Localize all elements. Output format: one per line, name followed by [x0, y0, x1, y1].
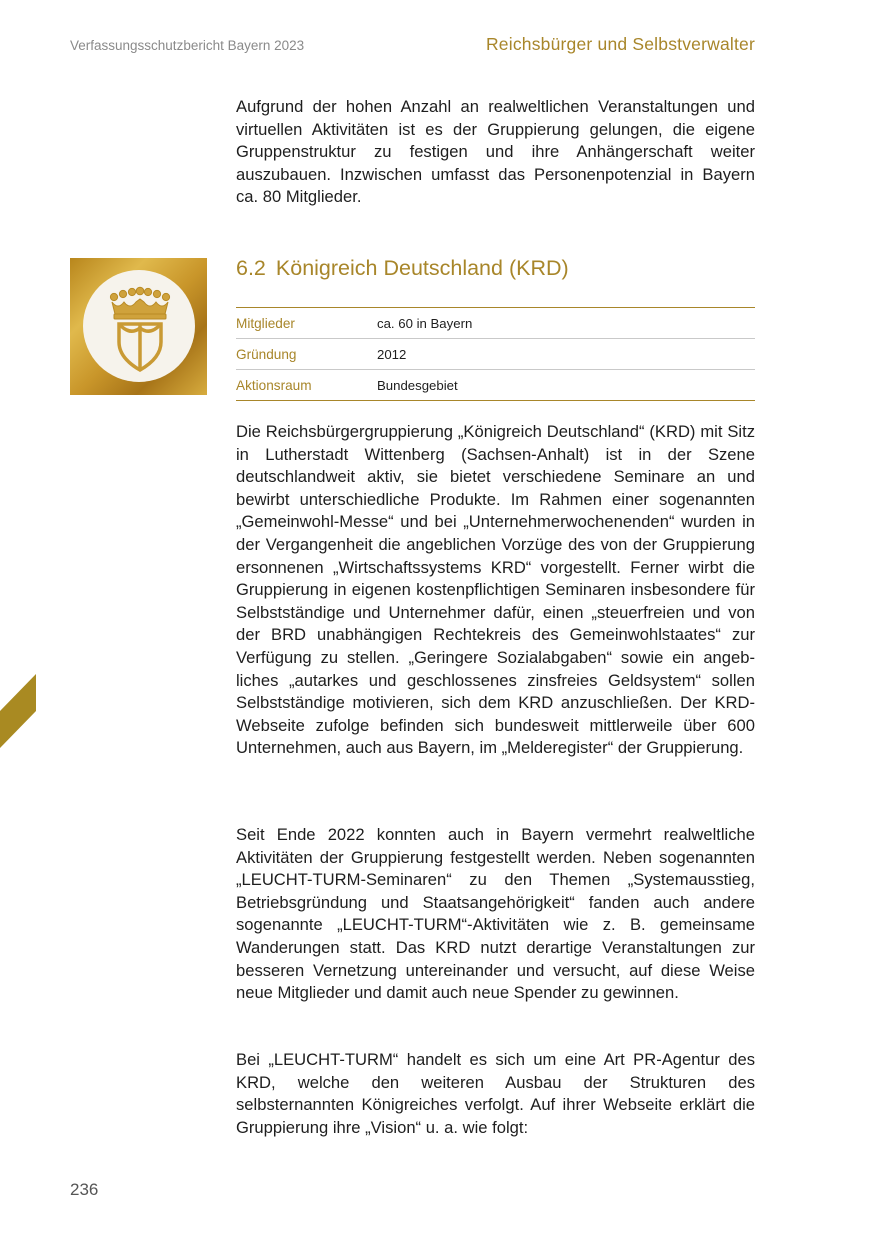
chapter-tab-marker: [0, 674, 36, 748]
fact-row-mitglieder: [236, 308, 755, 338]
body-paragraph: Seit Ende 2022 konnten auch in Bayern vermehrt realweltliche Aktivitäten der Gruppierung festgestellt werden. Neben sogenannten „LEUCHT-TURM-Seminaren“ zu den Themen „Systemausstieg, Betriebsgründung und Staatsangehörigkeit“ fanden auch andere sogenannte „LEUCHT-TURM“-Aktivitäten wie z. B. gemeinsame Wanderungen statt. Das KRD nutzt derartige Veranstaltungen zur besseren Vernetzung untereinander und versucht, auf diese Weise neue Mitglieder und damit auch neue Spender zu gewinnen.: [236, 825, 755, 1003]
body-paragraph: Bei „LEUCHT-TURM“ handelt es sich um eine Art PR-Agentur des KRD, welche den weiteren Ausbau der Strukturen des selbsternannten Königreiches verfolgt. Auf ihrer Webseite erklärt die Gruppierung ihre „Vision“ u. a. wie folgt:: [236, 1050, 755, 1137]
section-number: 6.2: [236, 256, 266, 280]
fact-value: Bundesgebiet: [377, 377, 458, 393]
fact-label: Gründung: [236, 346, 297, 362]
krd-logo: [70, 258, 207, 395]
fact-row-aktionsraum: [236, 369, 755, 400]
running-header-publication: Verfassungsschutzbericht Bayern 2023: [70, 38, 305, 53]
crown-shield-icon: [70, 258, 207, 395]
section-heading: [236, 256, 569, 281]
fact-value: 2012: [377, 346, 407, 362]
fact-table: [236, 307, 755, 401]
fact-label: Aktionsraum: [236, 377, 312, 393]
page-number: 236: [70, 1180, 99, 1199]
fact-label: Mitglieder: [236, 315, 295, 331]
body-paragraph: Die Reichsbürgergruppierung „Königreich Deutschland“ (KRD) mit Sitz in Lutherstadt Wittenberg (Sachsen-Anhalt) ist in der Szene deutschlandweit aktiv, sie bietet verschiedene Seminare an und bewirbt unterschiedliche Produkte. Im Rahmen einer sogenannten „Gemeinwohl-Messe“ und bei „Unternehmerwochenenden“ wurden in der Vergangenheit die angeblichen Vorzüge des von der Gruppierung ersonnenen „Wirtschaftssystems KRD“ vorgestellt. Ferner wirbt die Gruppierung in eigenen kostenpflichtigen Seminaren insbesondere für Selbstständige und Unternehmer dafür, einen „steuerfreien und von der BRD unabhängigen Rechtekreis des Gemeinwohlstaates“ zur Verfügung zu stellen. „Geringere Sozialabgaben“ sowie ein angebliches „autarkes und geschlossenes zinsfreies Geldsystem“ sollen Selbstständige motivieren, sich dem KRD anzuschließen. Der KRD-Webseite zufolge befinden sich bundesweit mittlerweile über 600 Unternehmen, auch aus Bayern, im „Melderegister“ der Gruppierung.: [236, 422, 755, 758]
intro-paragraph: Aufgrund der hohen Anzahl an realweltlichen Veranstaltungen und virtuellen Aktivitäten ist es der Gruppierung gelungen, die eigene Gruppenstruktur zu festigen und ihre Anhängerschaft weiter auszubauen. Inzwischen umfasst das Personenpotenzial in Bayern ca. 80 Mitglieder.: [236, 97, 755, 207]
running-header-chapter: Reichsbürger und Selbstverwalter: [485, 34, 755, 54]
fact-value: ca. 60 in Bayern: [377, 315, 473, 331]
fact-row-gruendung: [236, 338, 755, 369]
section-title: Königreich Deutschland (KRD): [275, 256, 569, 280]
